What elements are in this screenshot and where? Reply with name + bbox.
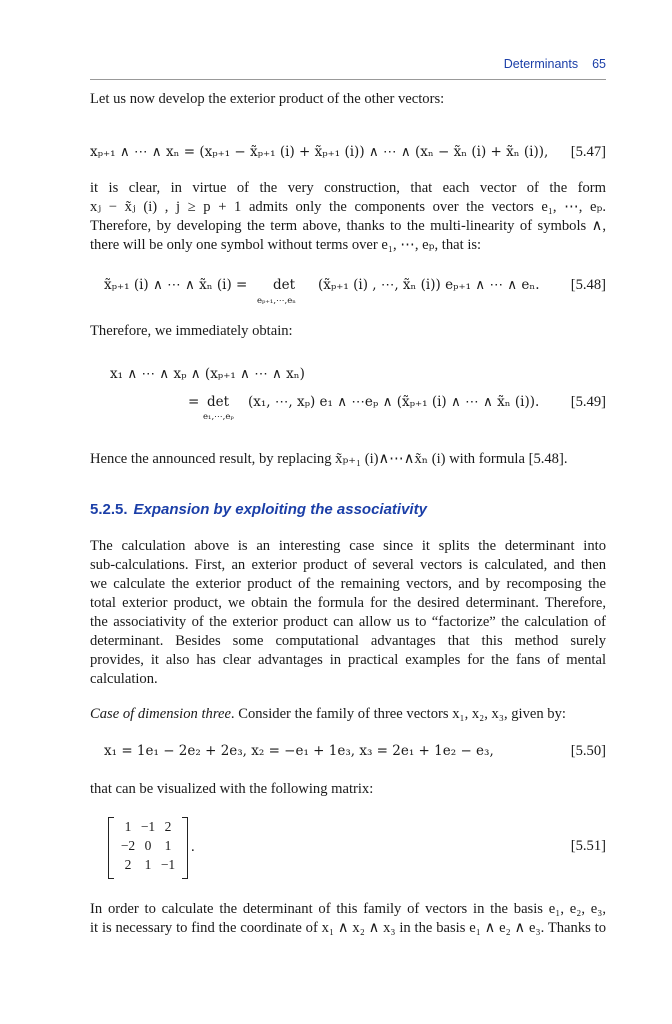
det-subscript: eₚ₊₁,⋯,eₙ — [257, 296, 296, 306]
equation-number: [5.47] — [570, 144, 606, 160]
matrix-cell: −1 — [160, 857, 176, 872]
equation-5-49-rhs: (x₁, ⋯, xₚ) e₁ ∧ ⋯eₚ ∧ (x̃ₚ₊₁ (i) ∧ ⋯ ∧ x̃ₙ (i)). — [248, 394, 540, 410]
matrix-period: . — [191, 839, 195, 855]
matrix-cell: −1 — [140, 819, 156, 834]
right-bracket — [182, 817, 188, 879]
equation-number: [5.51] — [570, 838, 606, 854]
det-subscript: e₁,⋯,eₚ — [203, 412, 234, 422]
section-title: Expansion by exploiting the associativity — [133, 501, 427, 518]
det-operator: det — [273, 277, 296, 293]
equation-number: [5.48] — [570, 277, 606, 293]
intro-text: Let us now develop the exterior product of the other vectors: — [90, 91, 445, 107]
paragraph-line: Therefore, by developing the term above, thanks to the multi-linearity of symbols ∧, — [90, 218, 606, 234]
matrix-cell: 1 — [144, 857, 152, 872]
matrix-row — [118, 838, 178, 854]
equals-sign: = — [188, 394, 200, 410]
equation-5-48-rhs: (x̃ₚ₊₁ (i) , ⋯, x̃ₙ (i)) eₚ₊₁ ∧ ⋯ ∧ eₙ. — [318, 277, 540, 293]
equation-number: [5.50] — [570, 743, 606, 759]
matrix-cell: 1 — [124, 819, 132, 834]
paragraph-line: determinant. Besides some computational advantages that this method surely — [90, 633, 606, 649]
section-number: 5.2.5. — [90, 501, 128, 518]
paragraph-line: provides, it also has clear advantages in practical examples for the fans of mental — [90, 652, 606, 668]
matrix-cell: 2 — [124, 857, 132, 872]
det-operator: det — [207, 394, 230, 410]
header-rule — [90, 79, 606, 80]
equation-number: [5.49] — [570, 394, 606, 410]
matrix-row — [118, 819, 178, 835]
paragraph-line: The calculation above is an interesting case since it splits the determinant into — [90, 538, 606, 554]
paragraph-line: it is clear, in virtue of the very construction, that each vector of the form — [90, 180, 606, 196]
case-text: . Consider the family of three vectors x₁, x₂, x₃, given by: — [230, 706, 566, 722]
matrix-cell: 1 — [164, 838, 172, 853]
matrix-cell: −2 — [120, 838, 136, 853]
equation-5-49-line1: x₁ ∧ ⋯ ∧ xₚ ∧ (xₚ₊₁ ∧ ⋯ ∧ xₙ) — [110, 366, 305, 382]
matrix — [108, 817, 188, 879]
page-number: 65 — [592, 57, 606, 71]
left-bracket — [108, 817, 114, 879]
paragraph-line: calculation. — [90, 671, 158, 687]
matrix-cell: 2 — [164, 819, 172, 834]
paragraph-line: sub-calculations. First, an exterior product of several vectors is calculated, and then — [90, 557, 606, 573]
section-heading — [90, 501, 427, 518]
equation-5-50: x₁ = 1e₁ − 2e₂ + 2e₃, x₂ = −e₁ + 1e₃, x₃ = 2e₁ + 1e₂ − e₃, — [104, 743, 494, 759]
hence-text: Hence the announced result, by replacing x̃ₚ₊₁ (i)∧⋯∧x̃ₙ (i) with formula [5.48]. — [90, 451, 568, 467]
therefore-text: Therefore, we immediately obtain: — [90, 323, 293, 339]
equation-5-47: xₚ₊₁ ∧ ⋯ ∧ xₙ = (xₚ₊₁ − x̃ₚ₊₁ (i) + x̃ₚ₊₁ (i)) ∧ ⋯ ∧ (xₙ − x̃ₙ (i) + x̃ₙ (i)), — [90, 144, 549, 160]
header-title: Determinants — [503, 57, 579, 71]
paragraph-line: total exterior product, we obtain the formula for the desired determinant. Therefore, — [90, 595, 606, 611]
paragraph-line: it is necessary to find the coordinate of x₁ ∧ x₂ ∧ x₃ in the basis e₁ ∧ e₂ ∧ e₃. Thanks to — [90, 920, 606, 936]
equation-5-48-lhs: x̃ₚ₊₁ (i) ∧ ⋯ ∧ x̃ₙ (i) = — [104, 277, 248, 293]
case-paragraph — [90, 705, 566, 724]
matrix-cell: 0 — [144, 838, 152, 853]
paragraph-line: In order to calculate the determinant of this family of vectors in the basis e₁, e₂, e₃, — [90, 901, 606, 917]
running-header — [490, 57, 606, 71]
case-label: Case of dimension three — [90, 706, 231, 722]
paragraph-line: xⱼ − x̃ⱼ (i) , j ≥ p + 1 admits only the components over the vectors e₁, ⋯, eₚ. — [90, 199, 606, 215]
paragraph-line: the associativity of the exterior product can allow us to “factorize” the calculation of — [90, 614, 606, 630]
paragraph-line: we calculate the exterior product of the remaining vectors, and by recomposing the — [90, 576, 606, 592]
visualized-text: that can be visualized with the following matrix: — [90, 781, 374, 797]
paragraph-line: there will be only one symbol without terms over e₁, ⋯, eₚ, that is: — [90, 237, 482, 253]
matrix-row — [118, 857, 178, 873]
